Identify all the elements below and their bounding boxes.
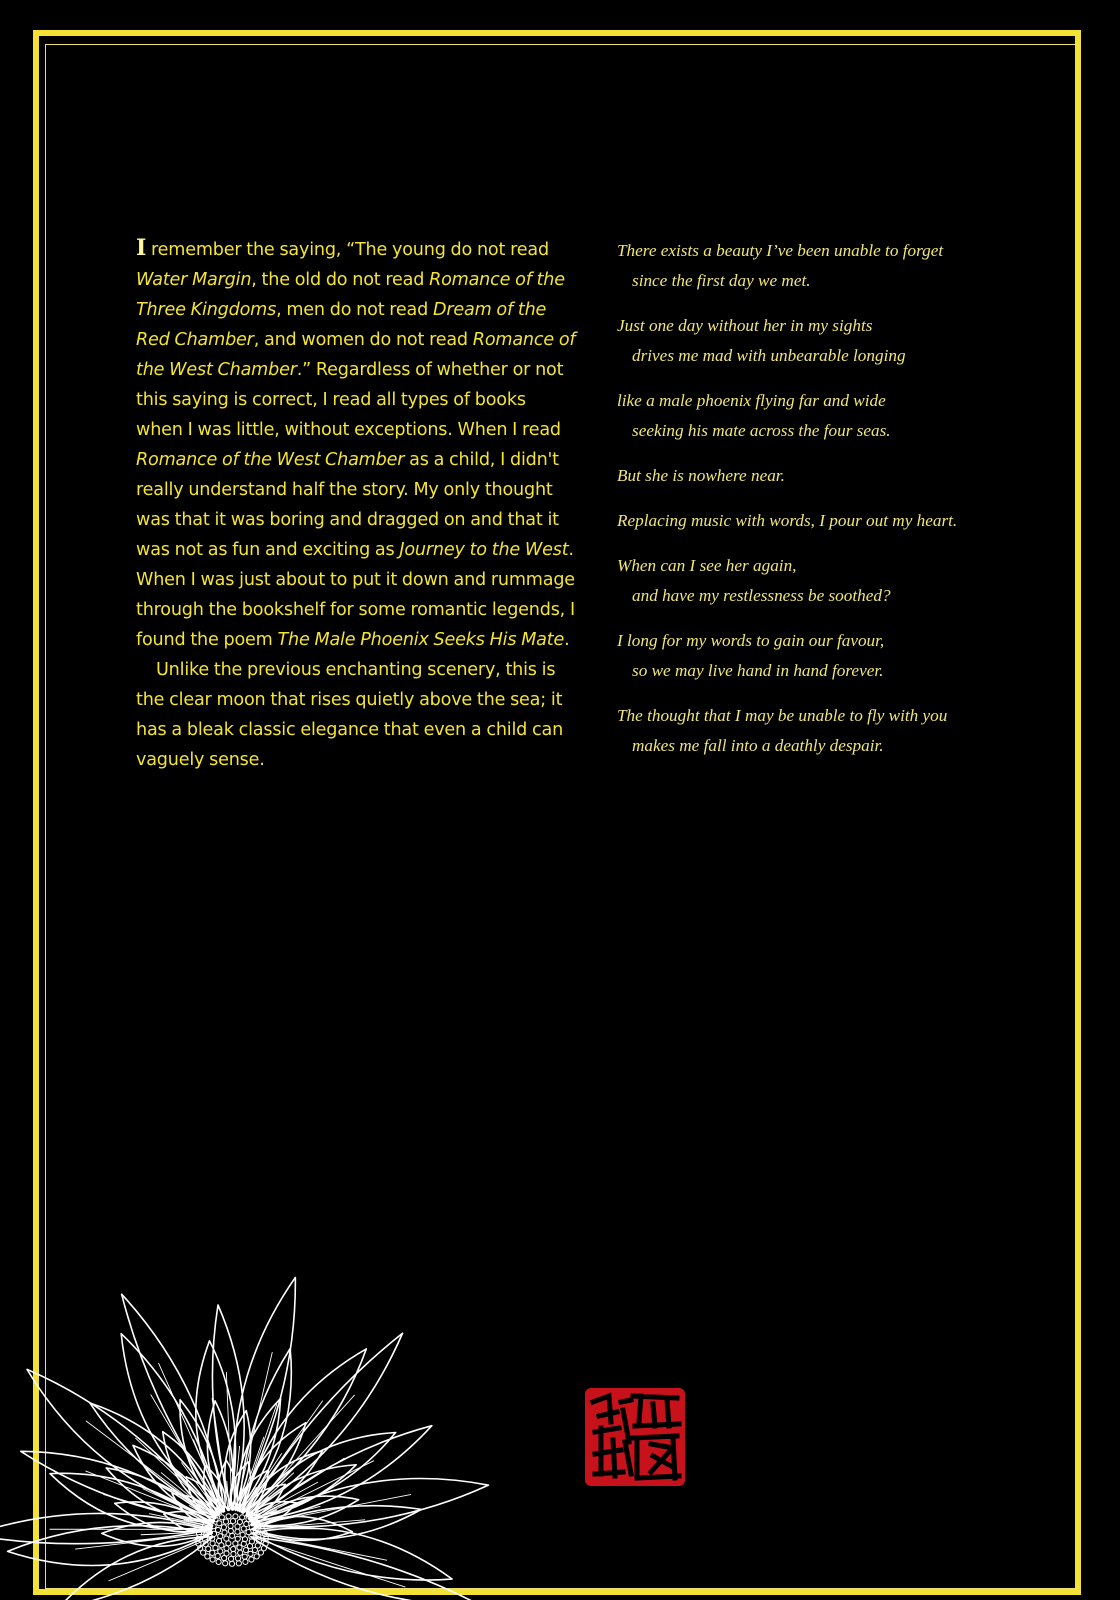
book-title: Water Margin	[136, 270, 252, 290]
prose-paragraph-2: Unlike the previous enchanting scenery, this is the clear moon that rises quietly above the sea; it has a bleak classic elegance that even a child can vaguely sense.	[136, 660, 564, 770]
poem-line-indented: seeking his mate across the four seas.	[632, 421, 891, 440]
flower-pistil-dot	[235, 1556, 240, 1561]
flower-pistil-dot	[242, 1554, 247, 1559]
poem-stanza	[617, 626, 1047, 686]
flower-pistil-dot	[243, 1559, 248, 1564]
prose-paragraph-1	[136, 233, 576, 655]
prose-text: .	[564, 630, 570, 650]
flower-pistil-dot	[222, 1530, 227, 1535]
poem-stanza	[617, 701, 1047, 761]
poem-line: I long for my words to gain our favour,	[617, 631, 885, 650]
poem-line: But she is nowhere near.	[617, 466, 785, 485]
poem-line: Just one day without her in my sights	[617, 316, 873, 335]
book-title: Romance of the Three Kingdoms	[136, 270, 565, 320]
flower-pistil-dot	[224, 1546, 229, 1551]
flower-pistil-dot	[235, 1529, 240, 1534]
flower-pistil-dot	[237, 1545, 242, 1550]
poem-line-indented: makes me fall into a deathly despair.	[632, 736, 884, 755]
poem-title: The Male Phoenix Seeks His Mate	[277, 630, 565, 650]
poem-line: When can I see her again,	[617, 556, 797, 575]
poem-stanza	[617, 551, 1047, 611]
poem-column	[617, 236, 1047, 776]
poem-line: The thought that I may be unable to fly with you	[617, 706, 948, 725]
drop-cap: I	[136, 235, 147, 261]
flower-pistil-dot	[219, 1515, 224, 1520]
flower-pistil-dot	[210, 1550, 215, 1555]
prose-text: , the old do not read	[251, 270, 430, 290]
poem-line-indented: since the first day we met.	[632, 271, 811, 290]
flower-pistil-dot	[210, 1557, 215, 1562]
flower-pistil-dot	[254, 1554, 259, 1559]
poem-stanza	[617, 461, 1047, 491]
poem-stanza	[617, 311, 1047, 371]
book-title: Romance of the West Chamber	[136, 330, 576, 380]
prose-column	[136, 233, 576, 775]
flower-pistil-dot	[258, 1550, 263, 1555]
flower-pistil-dot	[205, 1554, 210, 1559]
prose-text: .” Regardless of whether or not this saying is correct, I read all types of books when I was little, without exceptions. When I read	[136, 360, 564, 440]
flower-pistil-dot	[215, 1553, 220, 1558]
book-title: Journey to the West	[399, 540, 569, 560]
flower-pistil-dot	[216, 1559, 221, 1564]
flower-pistil-dot	[238, 1550, 243, 1555]
flower-pistil-dot	[252, 1547, 257, 1552]
red-seal-icon	[581, 1382, 689, 1490]
book-title: Dream of the Red Chamber	[136, 300, 547, 350]
prose-text: as a child, I didn't really understand half the story. My only thought was that it was boring and dragged on and that it was not as fun and exciting as	[136, 450, 559, 560]
flower-pistil-dot	[221, 1525, 226, 1530]
poem-line: There exists a beauty I’ve been unable to forget	[617, 241, 944, 260]
prose-text: , and women do not read	[253, 330, 473, 350]
flower-pistil-dot	[243, 1547, 248, 1552]
prose-text: remember the saying, “The young do not read	[146, 240, 549, 260]
flower-pistil-dot	[233, 1541, 238, 1546]
flower-pistil-dot	[229, 1561, 234, 1566]
chrysanthemum-icon	[0, 1230, 560, 1600]
poem-line-indented: and have my restlessness be soothed?	[632, 586, 891, 605]
flower-pistil-dot	[223, 1561, 228, 1566]
flower-pistil-dot	[226, 1514, 231, 1519]
poem-line: Replacing music with words, I pour out my heart.	[617, 511, 958, 530]
flower-pistil-dot	[228, 1556, 233, 1561]
poem-line: like a male phoenix flying far and wide	[617, 391, 886, 410]
flower-pistil-dot	[236, 1561, 241, 1566]
poem-stanza	[617, 236, 1047, 296]
poem-line-indented: so we may live hand in hand forever.	[632, 661, 884, 680]
poem-stanza	[617, 506, 1047, 536]
flower-pistil-dot	[224, 1536, 229, 1541]
flower-pistil-dot	[233, 1514, 238, 1519]
flower-pistil-dot	[215, 1527, 220, 1532]
flower-pistil-dot	[249, 1557, 254, 1562]
flower-pistil-dot	[222, 1555, 227, 1560]
flower-petal	[251, 1537, 481, 1600]
poem-stanza	[617, 386, 1047, 446]
flower-pistil-dot	[248, 1551, 253, 1556]
flower-petal-vein	[251, 1537, 405, 1587]
flower-pistil-dot	[240, 1515, 245, 1520]
book-title: Romance of the West Chamber	[136, 450, 405, 470]
flower-pistil-dot	[223, 1519, 228, 1524]
prose-text: , men do not read	[276, 300, 433, 320]
poem-line-indented: drives me mad with unbearable longing	[632, 346, 906, 365]
prose-text: . When I was just about to put it down and rummage through the bookshelf for some romantic legends, I found the poem	[136, 540, 575, 650]
